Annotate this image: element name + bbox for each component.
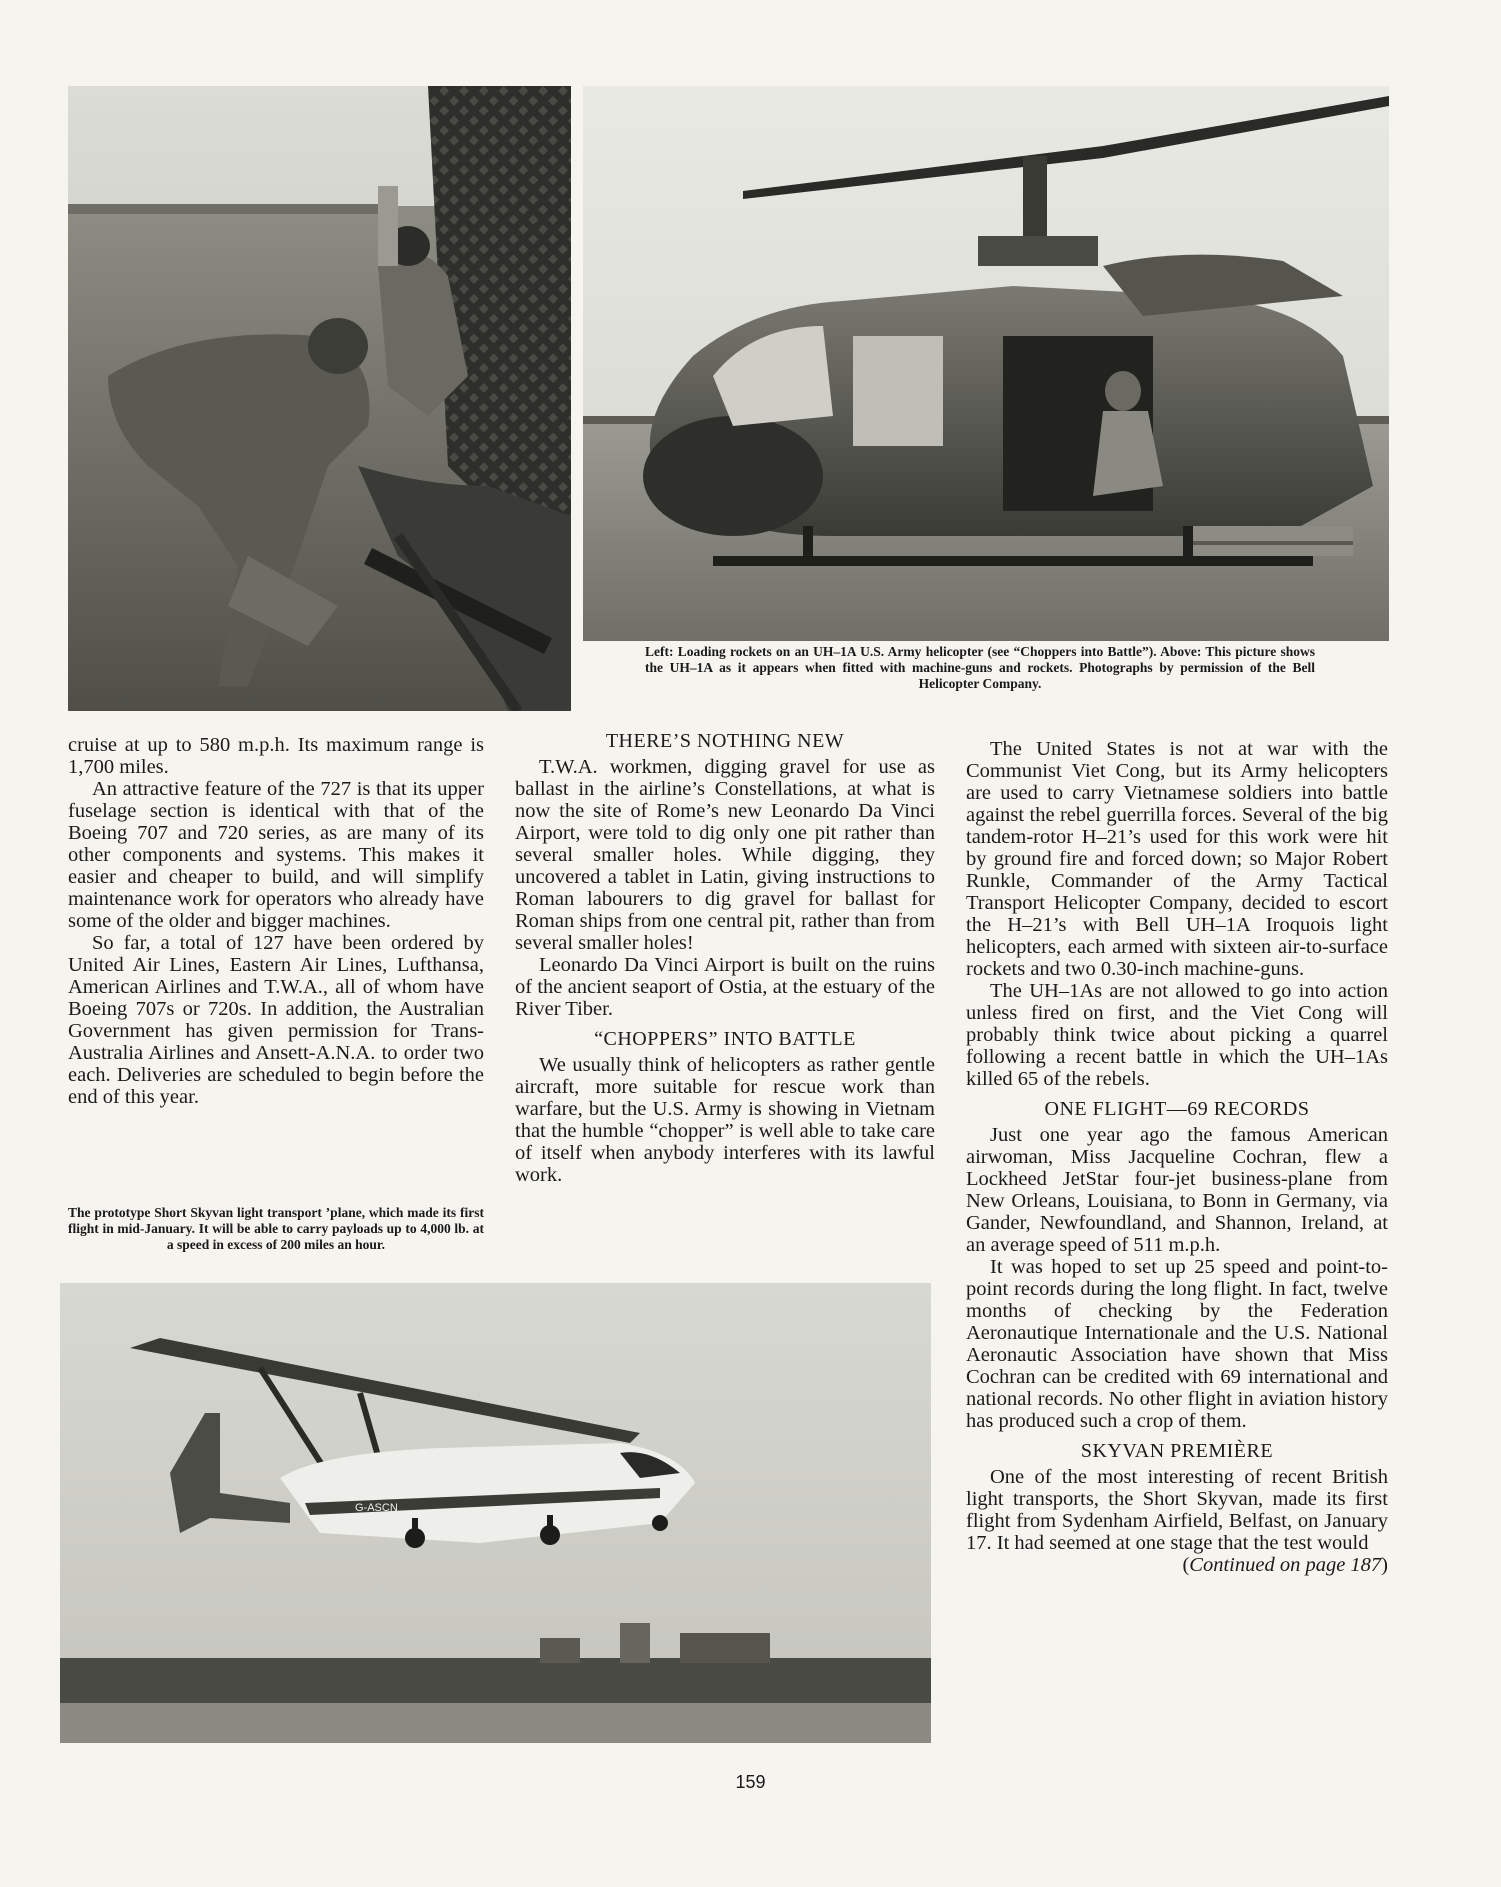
photo-loading-rockets [68,86,571,711]
continued-text: Continued on page 187 [1189,1554,1382,1576]
paragraph: Leonardo Da Vinci Airport is built on the ruins of the ancient seaport of Ostia, at the estuary of the River Tiber. [515,954,935,1020]
headline-one-flight: ONE FLIGHT—69 RECORDS [1044,1098,1310,1120]
paragraph: One of the most interesting of recent British light transports, the Short Skyvan, made its first flight from Sydenham Airfield, Belfast, on January 17. It had seemed at one stage that the test would [966,1466,1388,1554]
paragraph: So far, a total of 127 have been ordered by United Air Lines, Eastern Air Lines, Lufthansa, American Airlines and T.W.A., all of whom have Boeing 707s or 720s. In addition, the Australian Government has given permission for Trans-Australia Airlines and Ansett-A.N.A. to order two each. Deliveries are scheduled to begin before the end of this year. [68,932,484,1108]
paragraph: The UH–1As are not allowed to go into action unless fired on first, and the Viet Cong will probably think twice about picking a quarrel following a recent battle in which the UH–1As killed 65 of the rebels. [966,980,1388,1090]
helicopter-photo-caption: Left: Loading rockets on an UH–1A U.S. Army helicopter (see “Choppers into Battle”). Above: This picture shows the UH–1A as it appears when fitted with machine-guns and rockets. Photographs by permission of the Bell Helicopter Company. [645,644,1315,691]
photo-uh1a-helicopter [583,86,1389,641]
headline-choppers-into-battle: “CHOPPERS” INTO BATTLE [594,1028,856,1050]
paragraph: The United States is not at war with the Communist Viet Cong, but its Army helicopters are used to carry Vietnamese soldiers into battle against the rebel guerrilla forces. Several of the big tandem-rotor H–21’s used for this work were hit by ground fire and forced down; so Major Robert Runkle, Commander of the Army Tactical Transport Helicopter Company, decided to escort the H–21’s with Bell UH–1A Iroquois light helicopters, each armed with sixteen air-to-surface rockets and two 0.30-inch machine-guns. [966,738,1388,980]
article-column-1 [68,734,484,1108]
headline-nothing-new: THERE’S NOTHING NEW [605,730,845,752]
article-column-2 [515,730,935,1186]
article-column-3 [966,738,1388,1576]
paragraph: It was hoped to set up 25 speed and point-to-point records during the long flight. In fact, twelve months of checking by the Federation Aeronautique Internationale and the U.S. National Aeronautic Association have shown that Miss Cochran can be credited with 69 international and national records. No other flight in aviation history has produced such a crop of them. [966,1256,1388,1432]
skyvan-photo-caption: The prototype Short Skyvan light transport ’plane, which made its first flight in mid-January. It will be able to carry payloads up to 4,000 lb. at a speed in excess of 200 miles an hour. [68,1205,484,1252]
paragraph: Just one year ago the famous American airwoman, Miss Jacqueline Cochran, flew a Lockheed JetStar four-jet business-plane from New Orleans, Louisiana, to Bonn in Germany, via Gander, Newfoundland, and Shannon, Ireland, at an average speed of 511 m.p.h. [966,1124,1388,1256]
paragraph: T.W.A. workmen, digging gravel for use as ballast in the airline’s Constellations, at what is now the site of Rome’s new Leonardo Da Vinci Airport, were told to dig only one pit rather than several smaller holes. While digging, they uncovered a tablet in Latin, giving instructions to Roman labourers to dig gravel for ballast for Roman ships from one central pit, rather than from several smaller holes! [515,756,935,954]
photo-short-skyvan [60,1283,931,1743]
continued-note: (Continued on page 187) [1182,1554,1388,1576]
aircraft-registration: G-ASCN [355,1502,398,1514]
page-number: 159 [735,1772,766,1792]
paragraph: An attractive feature of the 727 is that its upper fuselage section is identical with that of the Boeing 707 and 720 series, as are many of its other components and systems. This makes it easier and cheaper to build, and will simplify maintenance work for operators who already have some of the older and bigger machines. [68,778,484,932]
paragraph: We usually think of helicopters as rather gentle aircraft, more suitable for rescue work than warfare, but the U.S. Army is showing in Vietnam that the humble “chopper” is well able to take care of itself when anybody interferes with its lawful work. [515,1054,935,1186]
paragraph: cruise at up to 580 m.p.h. Its maximum range is 1,700 miles. [68,734,484,778]
headline-skyvan-premiere: SKYVAN PREMIÈRE [1080,1440,1274,1462]
